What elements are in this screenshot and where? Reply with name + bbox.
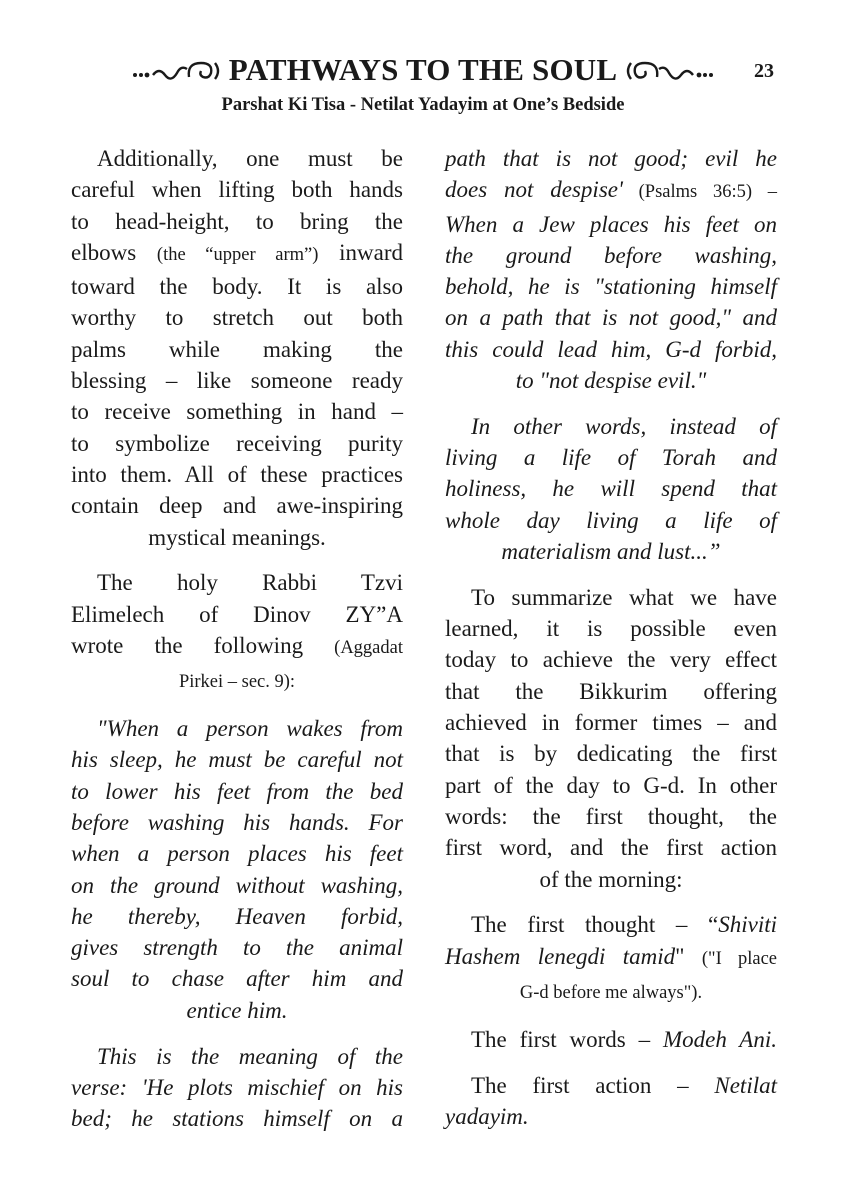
- page-number: 23: [754, 60, 774, 82]
- text-line: [445, 302, 777, 333]
- paragraph: [71, 1041, 403, 1135]
- citation-text: (the “upper arm”): [156, 244, 319, 265]
- paragraph: [445, 1024, 777, 1055]
- body-text: Additionally, one must be: [97, 146, 403, 171]
- body-text: to receive something in hand –: [71, 399, 403, 425]
- text-line: [71, 1041, 403, 1072]
- text-line: [445, 442, 777, 473]
- text-line: [71, 490, 403, 521]
- body-text: contain deep and awe-inspiring: [71, 493, 403, 519]
- italic-text: when a person places his feet: [71, 841, 403, 867]
- italic-text: materialism and lust...”: [501, 539, 721, 565]
- italic-text: yadayim.: [445, 1103, 529, 1129]
- left-column: [71, 143, 403, 1134]
- paragraph: [71, 567, 403, 698]
- paragraph: [445, 1070, 777, 1133]
- text-line: [71, 1103, 403, 1134]
- italic-text: This is the meaning of the: [97, 1043, 403, 1069]
- text-line: [445, 613, 777, 644]
- text-line: [445, 975, 777, 1009]
- body-text: The holy Rabbi Tzvi: [97, 570, 403, 596]
- text-line: [71, 838, 403, 869]
- italic-text: entice him.: [186, 997, 288, 1023]
- text-line: [445, 1070, 777, 1101]
- text-line: [71, 459, 403, 490]
- text-line: [445, 676, 777, 707]
- italic-text: his sleep, he must be careful not: [71, 747, 403, 773]
- body-text: achieved in former times – and: [445, 710, 777, 736]
- italic-text: to "not despise evil.": [515, 368, 707, 394]
- body-text: Elimelech of Dinov ZY”A: [71, 601, 403, 627]
- text-line: [71, 932, 403, 963]
- italic-text: When a Jew places his feet on: [445, 211, 777, 237]
- italic-text: gives strength to the animal: [71, 935, 403, 961]
- text-line: [71, 174, 403, 205]
- text-line: [71, 963, 403, 994]
- body-text: today to achieve the very effect: [445, 647, 777, 673]
- italic-text: this could lead him, G-d forbid,: [445, 336, 777, 362]
- text-line: [71, 334, 403, 365]
- text-line: [71, 428, 403, 459]
- book-title: PATHWAYS TO THE SOUL: [228, 52, 618, 87]
- text-line: [445, 864, 777, 895]
- text-line: [71, 365, 403, 396]
- paragraph: [445, 143, 777, 396]
- text-line: [445, 582, 777, 613]
- body-text: to head-height, to bring the: [71, 208, 403, 234]
- body-text: careful when lifting both hands: [71, 177, 403, 203]
- body-text: The first action –: [471, 1072, 715, 1098]
- text-line: [445, 473, 777, 504]
- text-line: [445, 941, 777, 975]
- text-line: [445, 411, 777, 442]
- body-text: worthy to stretch out both: [71, 305, 403, 331]
- text-line: [71, 143, 403, 174]
- italic-text: Shiviti: [718, 912, 777, 938]
- italic-text: soul to chase after him and: [71, 966, 403, 992]
- body-text: palms while making the: [71, 336, 403, 362]
- citation-text: ("I place: [701, 948, 778, 969]
- body-text: that the Bikkurim offering: [445, 678, 777, 704]
- text-line: [445, 801, 777, 832]
- text-line: [445, 365, 777, 396]
- body-text: of the morning:: [539, 866, 683, 892]
- italic-text: on a path that is not good," and: [445, 305, 777, 331]
- text-line: [71, 302, 403, 333]
- text-line: [71, 522, 403, 553]
- text-line: [445, 240, 777, 271]
- italic-text: to lower his feet from the bed: [71, 778, 403, 804]
- citation-text: (Aggadat: [334, 637, 403, 658]
- text-line: [71, 995, 403, 1026]
- ornament-left-icon: [131, 57, 223, 83]
- paragraph: [445, 411, 777, 567]
- body-text: The first words –: [471, 1026, 663, 1052]
- body-text: ": [675, 943, 702, 969]
- italic-text: Netilat: [714, 1072, 777, 1098]
- italic-text: the ground before washing,: [445, 242, 777, 268]
- body-text: mystical meanings.: [148, 524, 326, 550]
- italic-text: In other words, instead of: [471, 413, 777, 439]
- body-text: The first thought – “: [471, 912, 719, 938]
- italic-text: does not despise': [445, 177, 623, 203]
- text-line: [71, 713, 403, 744]
- text-line: [71, 744, 403, 775]
- paragraph: [71, 143, 403, 553]
- italic-text: on the ground without washing,: [71, 872, 403, 898]
- body-text: toward the body. It is also: [71, 274, 403, 300]
- paragraph: [445, 909, 777, 1009]
- body-text: that is by dedicating the first: [445, 741, 777, 767]
- text-line: [71, 1072, 403, 1103]
- body-text: learned, it is possible even: [445, 616, 777, 642]
- body-text: first word, and the first action: [445, 835, 777, 861]
- body-text: blessing – like someone ready: [71, 368, 403, 394]
- text-line: [445, 271, 777, 302]
- text-line: [71, 599, 403, 630]
- text-line: [445, 707, 777, 738]
- text-line: [445, 143, 777, 174]
- text-line: [71, 776, 403, 807]
- italic-text: living a life of Torah and: [445, 445, 777, 471]
- text-line: [445, 738, 777, 769]
- text-line: [71, 664, 403, 698]
- citation-text: Pirkei – sec. 9):: [178, 672, 296, 693]
- italic-text: holiness, he will spend that: [445, 476, 777, 502]
- text-line: [445, 1024, 777, 1055]
- italic-text: Modeh Ani.: [662, 1026, 777, 1052]
- paragraph: [71, 713, 403, 1026]
- italic-text: "When a person wakes from: [97, 716, 403, 742]
- text-line: [445, 909, 777, 940]
- italic-text: he thereby, Heaven forbid,: [71, 903, 403, 929]
- running-header: [0, 50, 846, 90]
- ornament-right-icon: [623, 57, 715, 83]
- citation-text: (Psalms 36:5) –: [622, 182, 777, 203]
- italic-text: path that is not good; evil he: [445, 146, 777, 171]
- body-text: part of the day to G-d. In other: [445, 772, 777, 798]
- body-text: wrote the following: [71, 632, 335, 658]
- text-line: [71, 807, 403, 838]
- body-text: to symbolize receiving purity: [71, 430, 403, 456]
- paragraph: [445, 582, 777, 895]
- text-line: [445, 1101, 777, 1132]
- text-line: [71, 630, 403, 664]
- right-column: [445, 143, 777, 1132]
- text-line: [71, 567, 403, 598]
- body-text: elbows: [71, 239, 157, 265]
- text-line: [71, 206, 403, 237]
- text-line: [71, 901, 403, 932]
- italic-text: behold, he is "stationing himself: [445, 274, 777, 300]
- text-line: [445, 505, 777, 536]
- body-text: inward: [318, 239, 403, 265]
- italic-text: Hashem lenegdi tamid: [445, 943, 676, 969]
- body-text: words: the first thought, the: [445, 803, 777, 829]
- text-line: [445, 209, 777, 240]
- text-line: [71, 870, 403, 901]
- text-line: [71, 396, 403, 427]
- text-line: [445, 536, 777, 567]
- text-line: [445, 644, 777, 675]
- citation-text: G-d before me always").: [519, 982, 703, 1003]
- italic-text: before washing his hands. For: [71, 809, 403, 835]
- text-line: [71, 237, 403, 271]
- text-line: [445, 770, 777, 801]
- text-line: [445, 334, 777, 365]
- text-line: [445, 174, 777, 208]
- chapter-subtitle: Parshat Ki Tisa - Netilat Yadayim at One’s Bedside: [221, 95, 625, 115]
- body-text: into them. All of these practices: [71, 461, 403, 487]
- body-text: To summarize what we have: [471, 584, 777, 610]
- italic-text: verse: 'He plots mischief on his: [71, 1074, 403, 1100]
- text-line: [71, 271, 403, 302]
- italic-text: whole day living a life of: [445, 507, 777, 533]
- text-line: [445, 832, 777, 863]
- italic-text: bed; he stations himself on a: [71, 1106, 403, 1132]
